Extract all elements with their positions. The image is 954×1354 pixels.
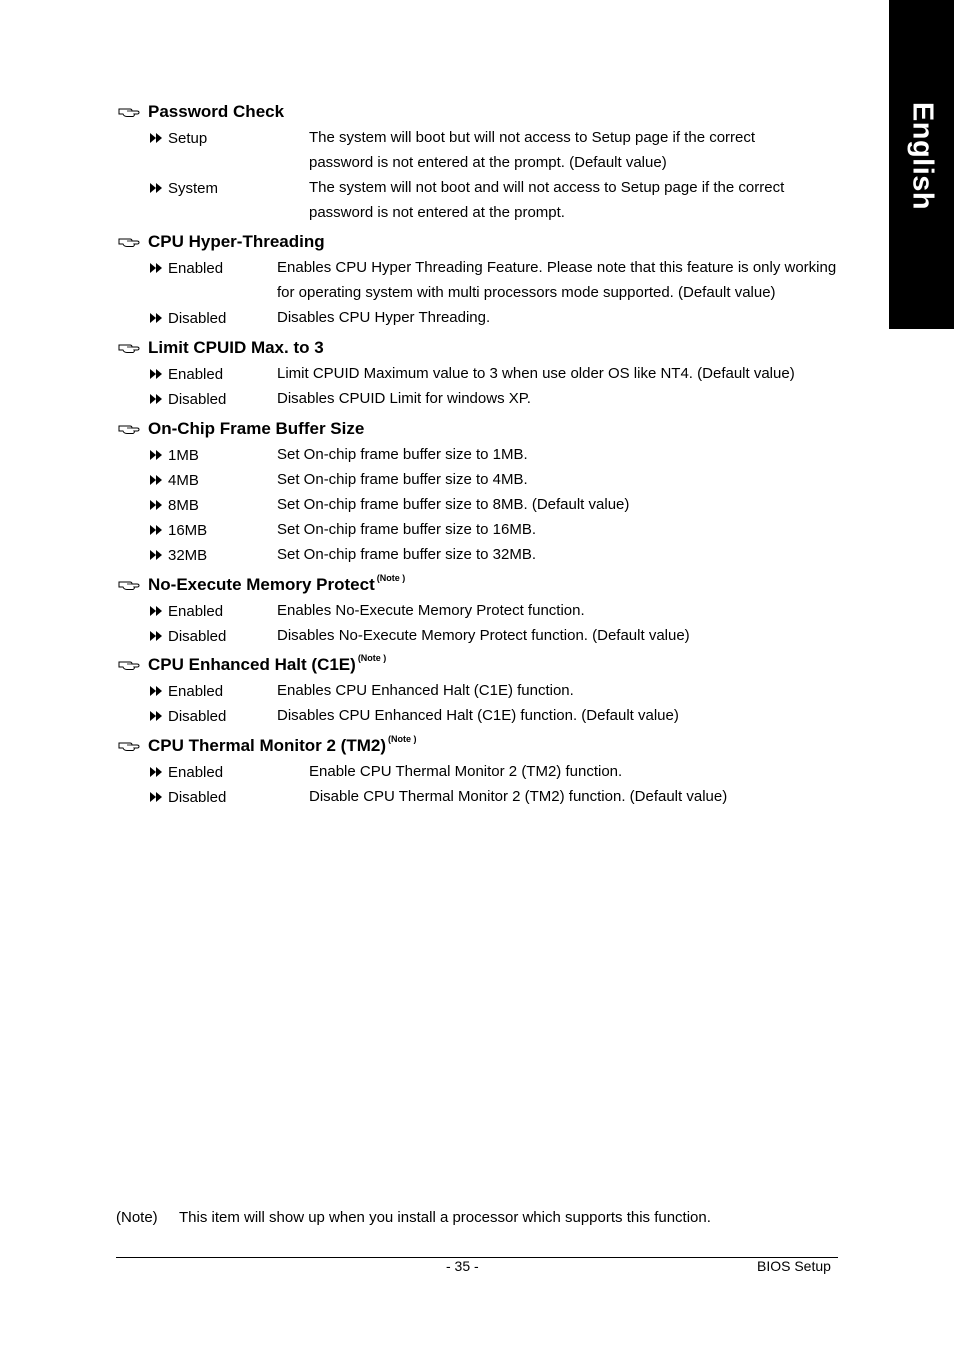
footnote [116, 1209, 711, 1226]
option-name [150, 470, 199, 490]
double-arrow-icon [150, 475, 163, 485]
option-name-text: 8MB [168, 496, 199, 514]
option-description-line: Enable CPU Thermal Monitor 2 (TM2) function. [309, 763, 623, 780]
option-name-text: Disabled [168, 707, 227, 725]
setting-title-text: No-Execute Memory Protect [148, 575, 375, 594]
option-description-line: for operating system with multi processors mode supported. (Default value) [277, 284, 776, 301]
pointing-hand-icon [118, 659, 140, 671]
pointing-hand-icon [118, 236, 140, 248]
setting-title [118, 574, 405, 596]
footer-section-name: BIOS Setup [757, 1258, 831, 1274]
option-description-line: The system will boot but will not access to Setup page if the correct [309, 129, 756, 146]
option-description-line: Disables CPU Hyper Threading. [277, 309, 491, 326]
option-name-text: Disabled [168, 390, 227, 408]
footnote-text: This item will show up when you install a processor which supports this function. [179, 1209, 711, 1226]
note-marker: (Note ) [357, 653, 387, 663]
option-name-text: 1MB [168, 446, 199, 464]
option-name [150, 495, 199, 515]
double-arrow-icon [150, 792, 163, 802]
double-arrow-icon [150, 500, 163, 510]
double-arrow-icon [150, 133, 163, 143]
double-arrow-icon [150, 263, 163, 273]
double-arrow-icon [150, 606, 163, 616]
setting-title-text: CPU Hyper-Threading [148, 232, 325, 251]
pointing-hand-icon [118, 423, 140, 435]
option-description-line: Enables CPU Hyper Threading Feature. Please note that this feature is only working [277, 259, 837, 276]
option-name-text: Setup [168, 129, 208, 147]
setting-title [118, 101, 284, 123]
double-arrow-icon [150, 313, 163, 323]
option-name [150, 308, 226, 328]
double-arrow-icon [150, 525, 163, 535]
option-name [150, 258, 223, 278]
option-description-line: password is not entered at the prompt. [309, 204, 565, 221]
note-marker: (Note ) [388, 734, 417, 744]
option-name [150, 762, 223, 782]
pointing-hand-icon [118, 579, 140, 591]
setting-title [118, 231, 325, 253]
option-description-line: Enables No-Execute Memory Protect function. [277, 602, 585, 619]
pointing-hand-icon [118, 106, 140, 118]
option-description-line: Limit CPUID Maximum value to 3 when use older OS like NT4. (Default value) [277, 365, 795, 382]
language-label: English [906, 101, 938, 211]
setting-title [118, 735, 417, 757]
option-name-text: Disabled [168, 309, 227, 327]
option-description-line: Set On-chip frame buffer size to 1MB. [277, 446, 528, 463]
setting-title [118, 418, 364, 440]
option-name [150, 626, 226, 646]
double-arrow-icon [150, 711, 163, 721]
language-side-tab [889, 0, 954, 329]
option-name [150, 128, 207, 148]
option-description-line: Disable CPU Thermal Monitor 2 (TM2) function. (Default value) [309, 788, 728, 805]
option-name [150, 364, 223, 384]
option-name-text: Disabled [168, 627, 227, 645]
option-name-text: 16MB [168, 521, 208, 539]
option-name [150, 601, 223, 621]
pointing-hand-icon [118, 740, 140, 752]
option-description-line: Set On-chip frame buffer size to 4MB. [277, 471, 528, 488]
option-name-text: Enabled [168, 763, 224, 781]
option-description-line: The system will not boot and will not access to Setup page if the correct [309, 179, 785, 196]
pointing-hand-icon [118, 342, 140, 354]
option-name [150, 681, 223, 701]
footnote-label: (Note) [116, 1209, 158, 1226]
setting-title [118, 337, 324, 359]
option-description-line: Enables CPU Enhanced Halt (C1E) function. [277, 682, 574, 699]
option-name-text: System [168, 179, 219, 197]
setting-title-text: Password Check [148, 102, 285, 121]
option-description-line: password is not entered at the prompt. (Default value) [309, 154, 667, 171]
option-description-line: Set On-chip frame buffer size to 8MB. (Default value) [277, 496, 630, 513]
option-name [150, 787, 226, 807]
double-arrow-icon [150, 394, 163, 404]
setting-title-text: On-Chip Frame Buffer Size [148, 419, 365, 438]
double-arrow-icon [150, 631, 163, 641]
option-name-text: Enabled [168, 602, 224, 620]
option-name-text: 32MB [168, 546, 208, 564]
option-description-line: Set On-chip frame buffer size to 32MB. [277, 546, 537, 563]
setting-title-text: Limit CPUID Max. to 3 [148, 338, 324, 357]
double-arrow-icon [150, 183, 163, 193]
option-name-text: Enabled [168, 682, 224, 700]
double-arrow-icon [150, 767, 163, 777]
double-arrow-icon [150, 369, 163, 379]
option-name [150, 545, 207, 565]
option-name [150, 520, 207, 540]
option-name [150, 178, 218, 198]
option-name-text: 4MB [168, 471, 199, 489]
option-name-text: Enabled [168, 365, 224, 383]
option-name [150, 706, 226, 726]
option-name-text: Enabled [168, 259, 224, 277]
setting-title-text: CPU Enhanced Halt (C1E) [148, 655, 356, 674]
option-description-line: Disables CPUID Limit for windows XP. [277, 390, 531, 407]
double-arrow-icon [150, 550, 163, 560]
option-description-line: Disables CPU Enhanced Halt (C1E) function. (Default value) [277, 707, 679, 724]
setting-title-text: CPU Thermal Monitor 2 (TM2) [148, 736, 387, 755]
option-name [150, 389, 226, 409]
double-arrow-icon [150, 686, 163, 696]
note-marker: (Note ) [376, 573, 406, 583]
option-name [150, 445, 199, 465]
option-name-text: Disabled [168, 788, 227, 806]
option-description-line: Set On-chip frame buffer size to 16MB. [277, 521, 537, 538]
page-number: - 35 - [446, 1258, 479, 1274]
option-description-line: Disables No-Execute Memory Protect function. (Default value) [277, 627, 690, 644]
double-arrow-icon [150, 450, 163, 460]
setting-title [118, 654, 386, 676]
